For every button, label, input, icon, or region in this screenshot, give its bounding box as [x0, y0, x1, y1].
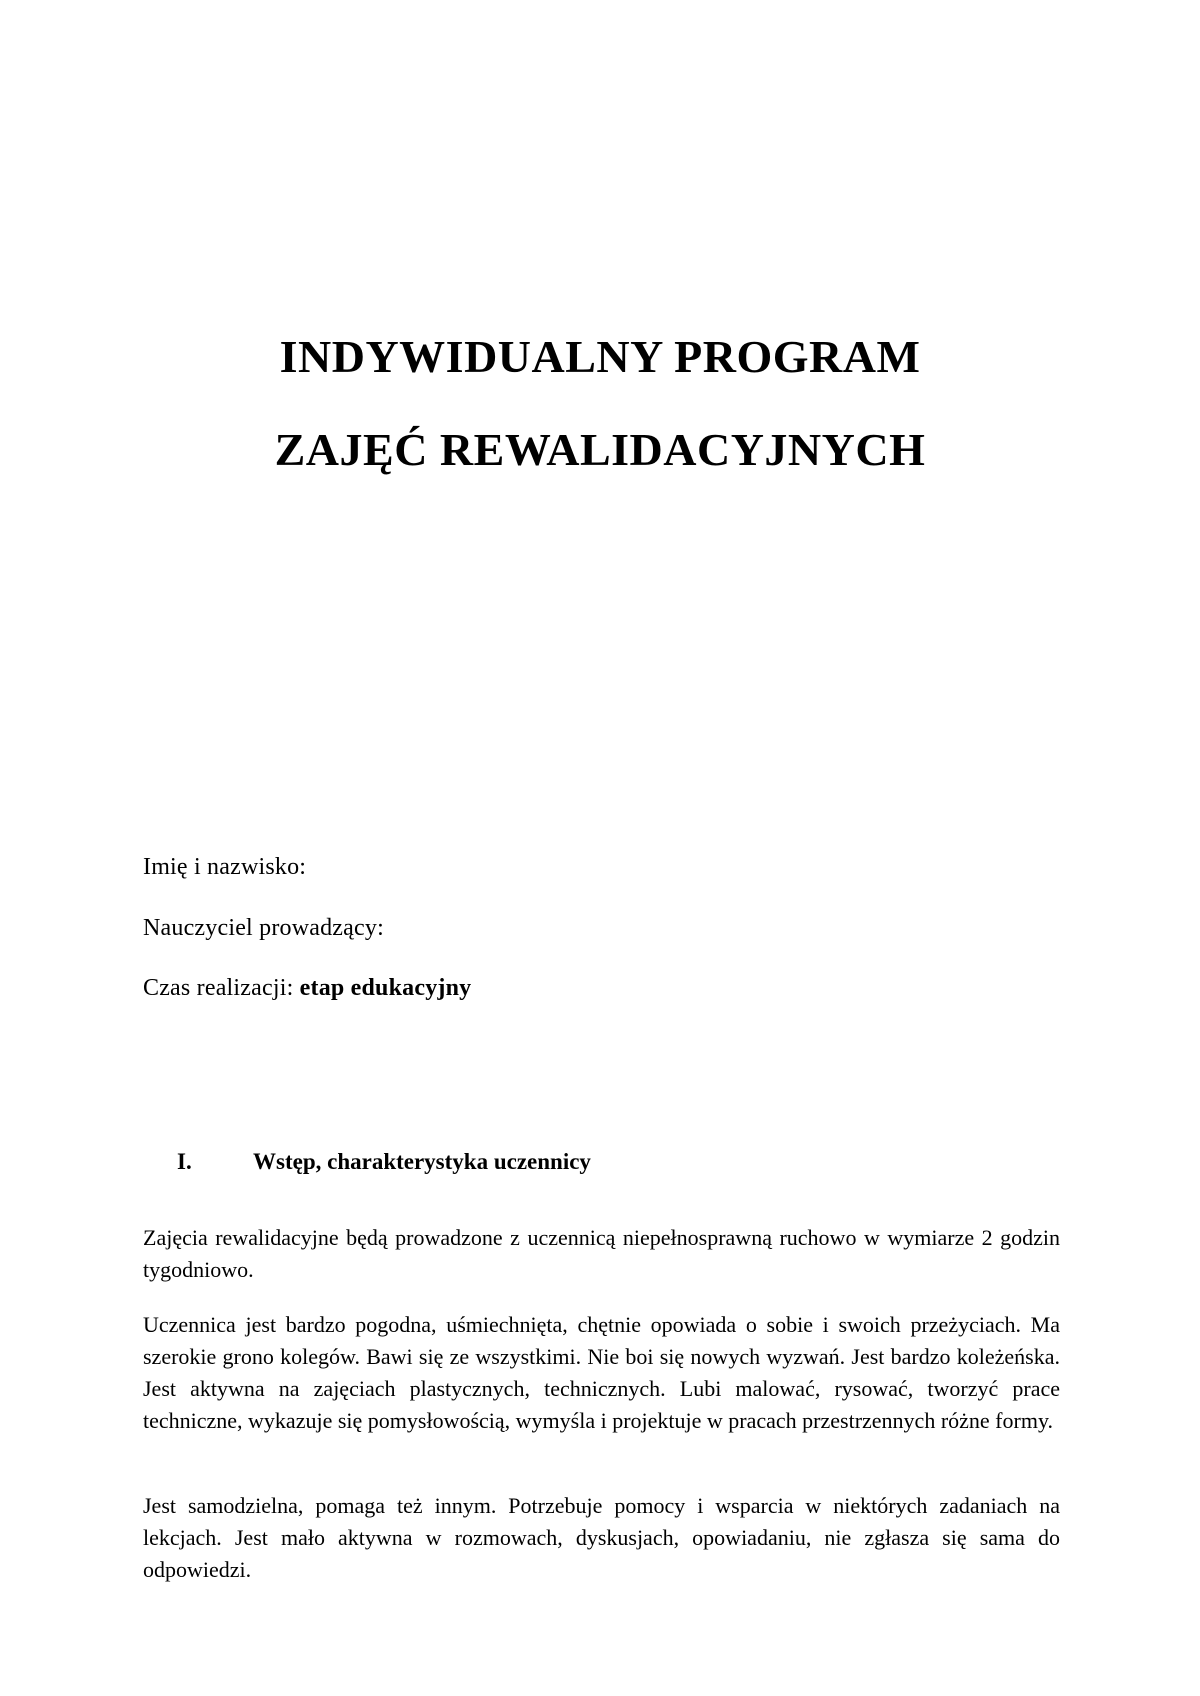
paragraph-1: Zajęcia rewalidacyjne będą prowadzone z uczennicą niepełnosprawną ruchowo w wymiarze 2 godzin tygodniowo.	[143, 1225, 1060, 1282]
paragraph-2: Uczennica jest bardzo pogodna, uśmiechnięta, chętnie opowiada o sobie i swoich przeżyciach. Ma szerokie grono kolegów. Bawi się ze wszystkimi. Nie boi się nowych wyzwań. Jest bardzo koleżeńska. Jest aktywna na zajęciach plastycznych, technicznych. Lubi malować, rysować, tworzyć prace techniczne, wykazuje się pomysłowością, wymyśla i projektuje w pracach przestrzennych różne formy.	[143, 1312, 1060, 1433]
student-name-label: Imię i nazwisko:	[143, 854, 307, 880]
realization-time-label: Czas realizacji:	[143, 975, 294, 1001]
section-number: I.	[177, 1149, 192, 1174]
paragraph-3: Jest samodzielna, pomaga też innym. Potrzebuje pomocy i wsparcia w niektórych zadaniach na lekcjach. Jest mało aktywna w rozmowach, dyskusjach, opowiadaniu, nie zgłasza się sama do odpowiedzi.	[143, 1493, 1060, 1582]
section-title: Wstęp, charakterystyka uczennicy	[253, 1149, 591, 1174]
document-title-line-1: INDYWIDUALNY PROGRAM	[279, 331, 921, 382]
teacher-label: Nauczyciel prowadzący:	[143, 915, 384, 941]
teacher-field	[143, 915, 384, 942]
realization-time-field	[143, 975, 471, 1002]
student-name-field	[143, 854, 306, 881]
section-heading	[177, 1149, 591, 1175]
document-title-line-2: ZAJĘĆ REWALIDACYJNYCH	[274, 424, 926, 475]
realization-time-value: etap edukacyjny	[299, 975, 472, 1001]
